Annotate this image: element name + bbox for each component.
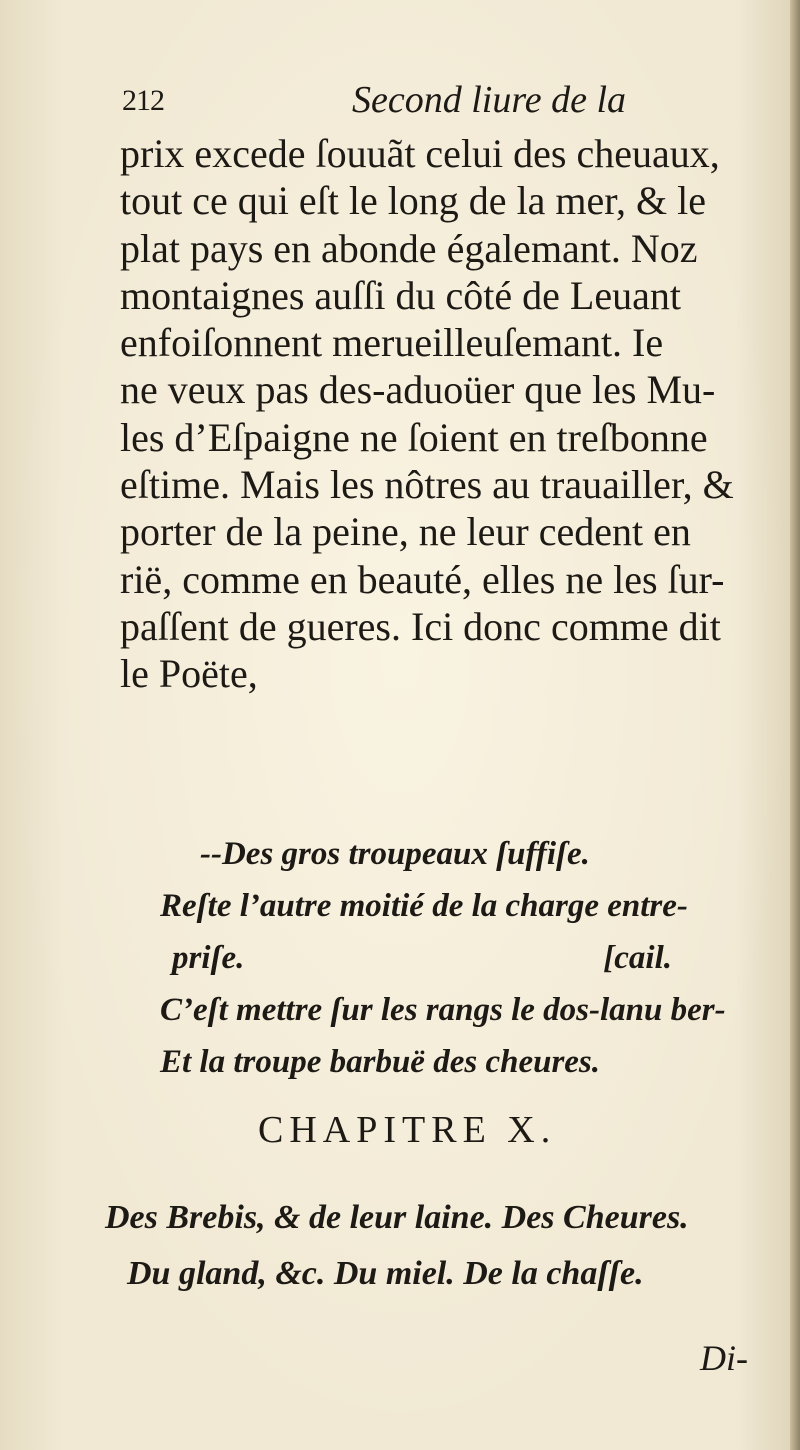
- text-line: eſtime. Mais les nôtres au trauailler, &: [120, 462, 734, 508]
- text-line: porter de la peine, ne leur cedent en: [120, 509, 691, 555]
- text-line: rië, comme en beauté, elles ne les ſur-: [120, 556, 725, 602]
- text-line: plat pays en abonde égalemant. Noz: [120, 225, 698, 271]
- verse-line: --Des gros troupeaux ſuffiſe.: [200, 836, 590, 872]
- page-spine-edge: [790, 0, 800, 1450]
- text-line: montaignes auſſi du côté de Leuant: [120, 272, 681, 318]
- chapter-heading: CHAPITRE X.: [258, 1109, 557, 1151]
- verse-line: Et la troupe barbuë des cheures.: [160, 1044, 601, 1080]
- text-line: prix excede ſouuãt celui des cheuaux,: [120, 131, 720, 176]
- verse-line-right: [cail.: [603, 940, 672, 976]
- verse-line: C’eſt mettre ſur les rangs le dos-lanu ber-: [160, 992, 726, 1028]
- page-header: [122, 78, 662, 126]
- body-paragraph: [120, 130, 734, 698]
- verse-line-split: [160, 932, 672, 984]
- text-line: ne veux pas des-aduoüer que les Mu-: [120, 367, 716, 413]
- catchword: Di-: [700, 1338, 748, 1378]
- verse-line-left: priſe.: [172, 940, 245, 976]
- text-line: paſſent de gueres. Ici donc comme dit: [120, 603, 721, 649]
- text-line: le Poëte,: [120, 651, 258, 697]
- text-line: les d’Eſpaigne ne ſoient en treſbonne: [120, 414, 708, 460]
- running-title: Second liure de la: [352, 79, 627, 121]
- summary-line: Du gland, &c. Du miel. De la chaſſe.: [127, 1255, 644, 1292]
- page-number: 212: [122, 84, 164, 117]
- verse-quotation: [160, 828, 726, 1088]
- text-line: enfoiſonnent merueilleuſemant. Ie: [120, 320, 664, 366]
- summary-line: Des Brebis, & de leur laine. Des Cheures.: [105, 1199, 689, 1236]
- chapter-summary: [105, 1190, 689, 1302]
- text-line: tout ce qui eſt le long de la mer, & le: [120, 178, 706, 224]
- verse-line: Reſte l’autre moitié de la charge entre-: [160, 888, 688, 924]
